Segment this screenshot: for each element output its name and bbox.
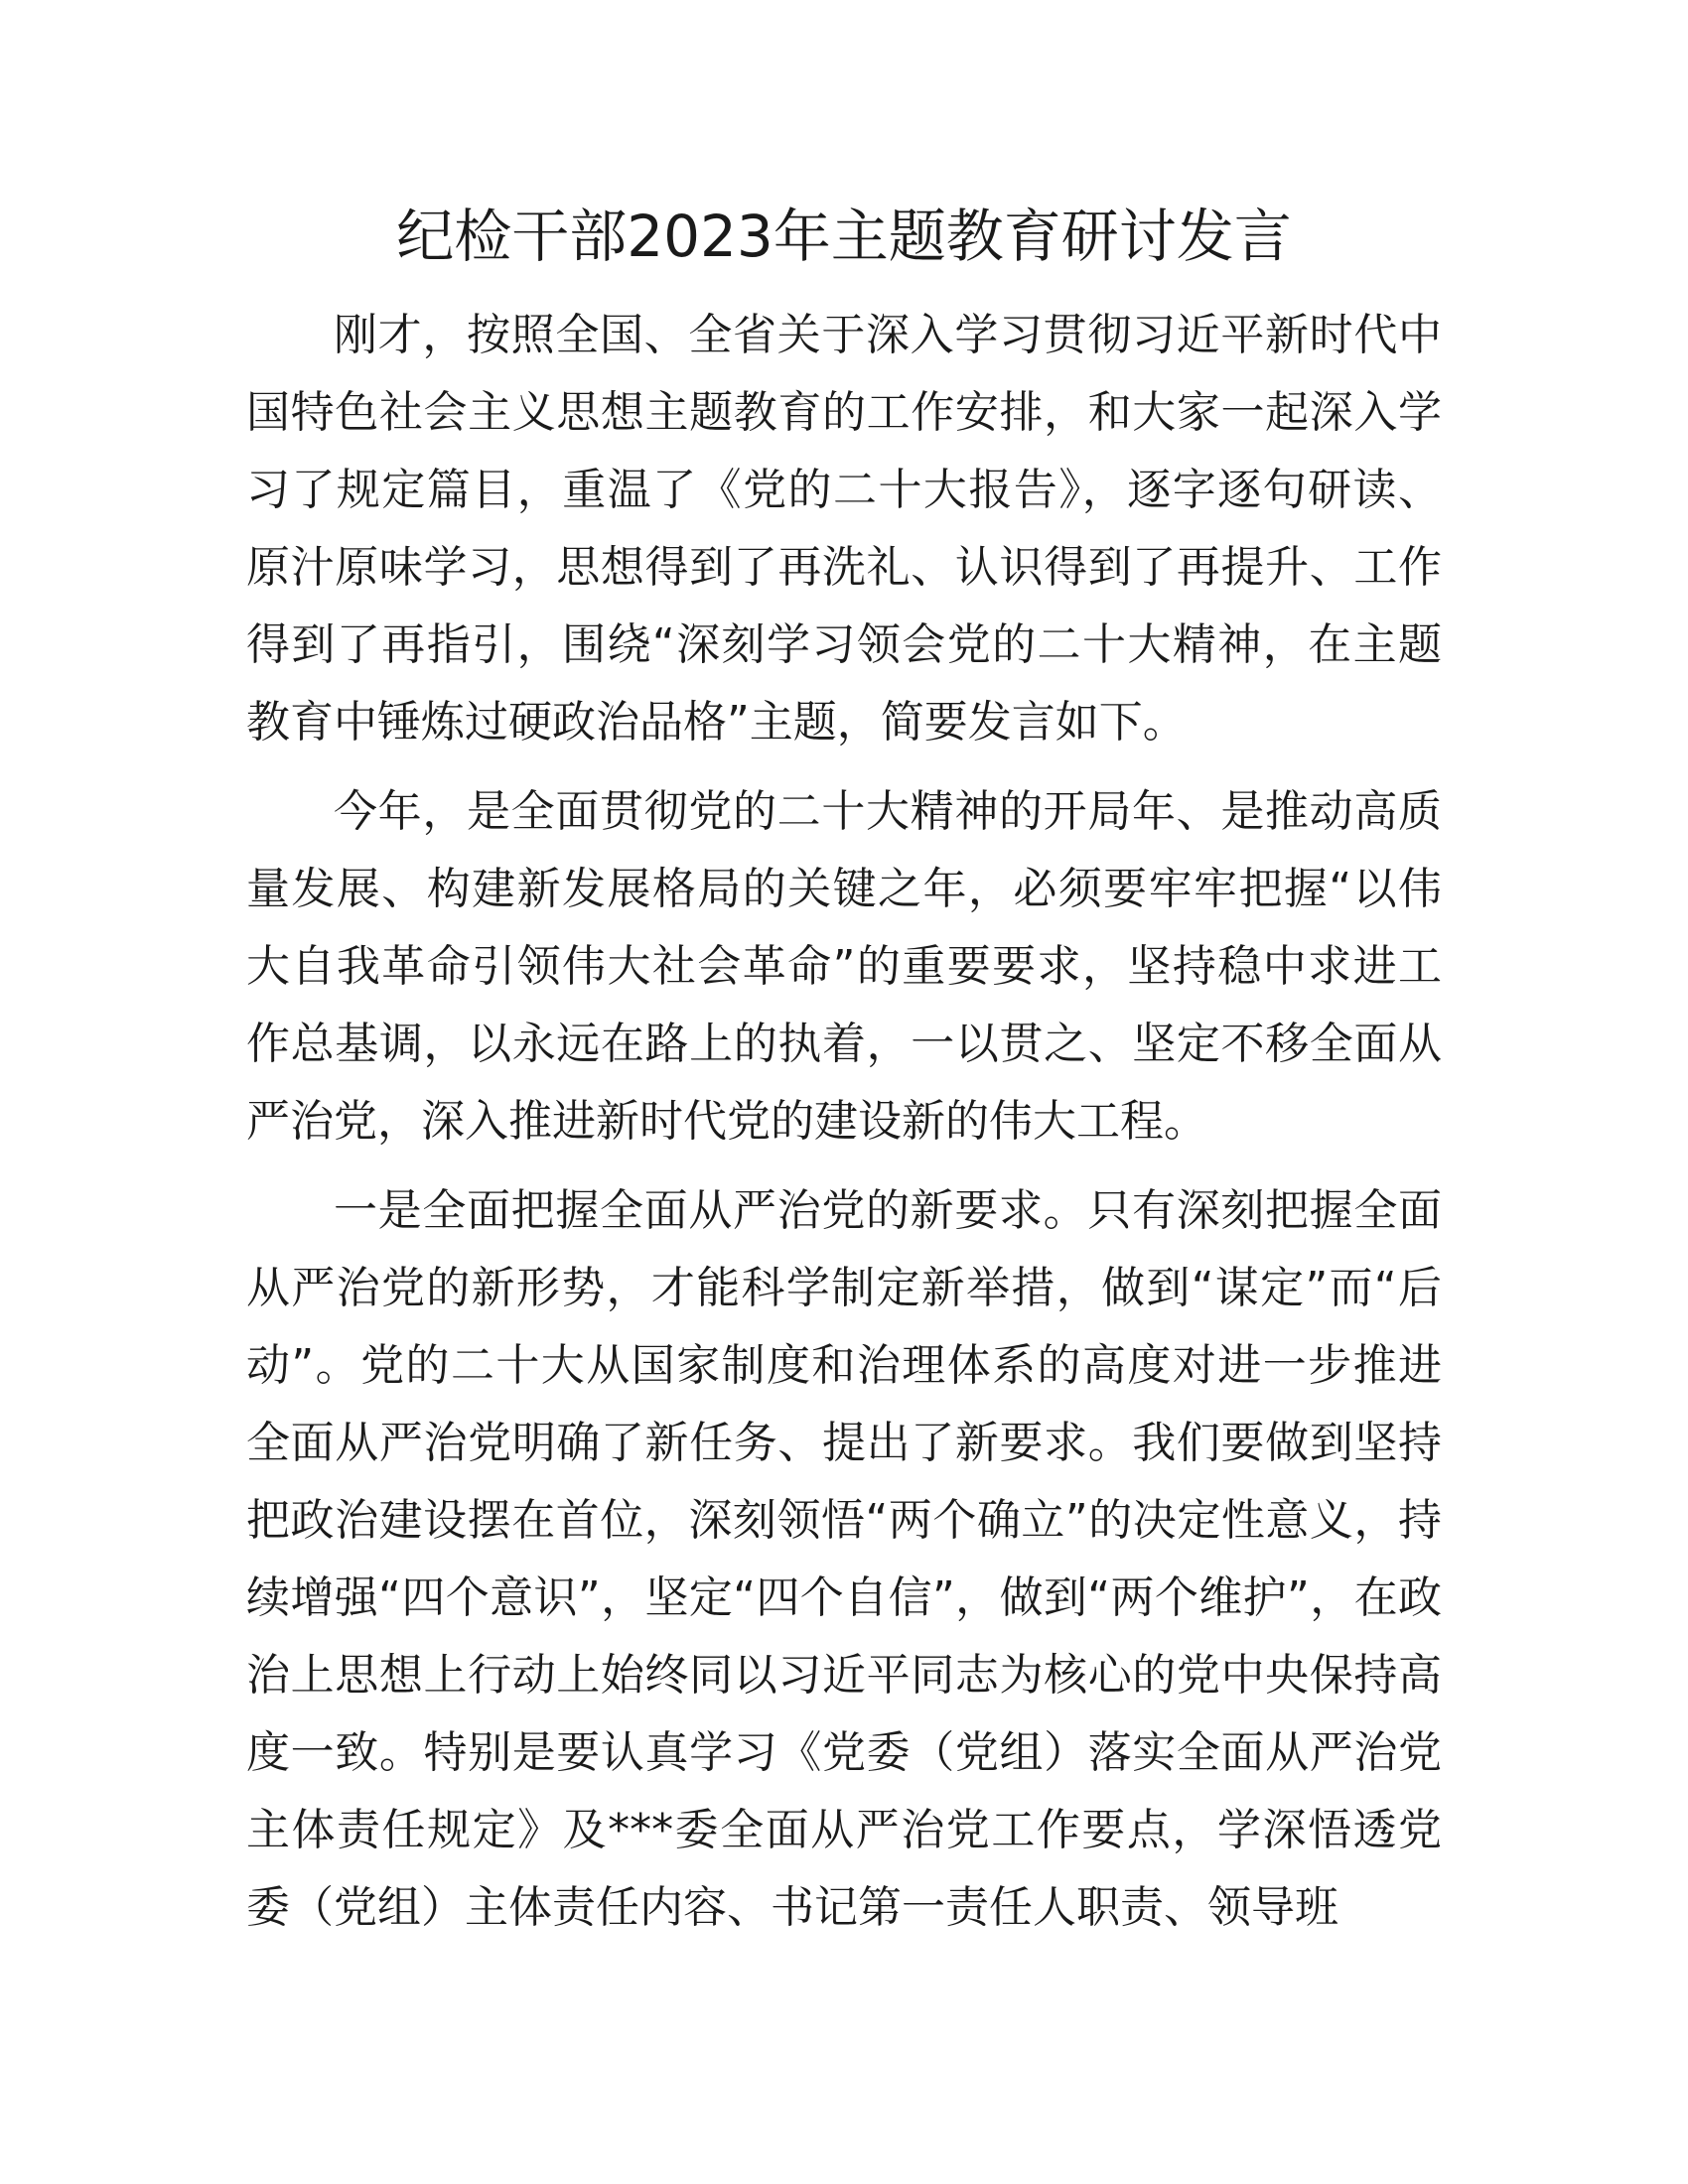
document-title: 纪检干部2023年主题教育研讨发言 xyxy=(396,203,1292,270)
document-body xyxy=(246,297,1442,1959)
paragraph-opening: 刚才，按照全国、全省关于深入学习贯彻习近平新时代中国特色社会主义思想主题教育的工作安排，和大家一起深入学习了规定篇目，重温了《党的二十大报告》，逐字逐句研读、原汁原味学习，思想得到了再洗礼、认识得到了再提升、工作得到了再指引，围绕“深刻学习领会党的二十大精神，在主题教育中锤炼过硬政治品格”主题，简要发言如下。 xyxy=(246,310,1442,748)
paragraph-point-one: 一是全面把握全面从严治党的新要求。只有深刻把握全面从严治党的新形势，才能科学制定新举措，做到“谋定”而“后动”。党的二十大从国家制度和治理体系的高度对进一步推进全面从严治党明确了新任务、提出了新要求。我们要做到坚持把政治建设摆在首位，深刻领悟“两个确立”的决定性意义，持续增强“四个意识”，坚定“四个自信”，做到“两个维护”，在政治上思想上行动上始终同以习近平同志为核心的党中央保持高度一致。特别是要认真学习《党委（党组）落实全面从严治党主体责任规定》及***委全面从严治党工作要点，学深悟透党委（党组）主体责任内容、书记第一责任人职责、领导班 xyxy=(246,1185,1442,1933)
paragraph-this-year: 今年，是全面贯彻党的二十大精神的开局年、是推动高质量发展、构建新发展格局的关键之年，必须要牢牢把握“以伟大自我革命引领伟大社会革命”的重要要求，坚持稳中求进工作总基调，以永远在路上的执着，一以贯之、坚定不移全面从严治党，深入推进新时代党的建设新的伟大工程。 xyxy=(246,786,1442,1147)
